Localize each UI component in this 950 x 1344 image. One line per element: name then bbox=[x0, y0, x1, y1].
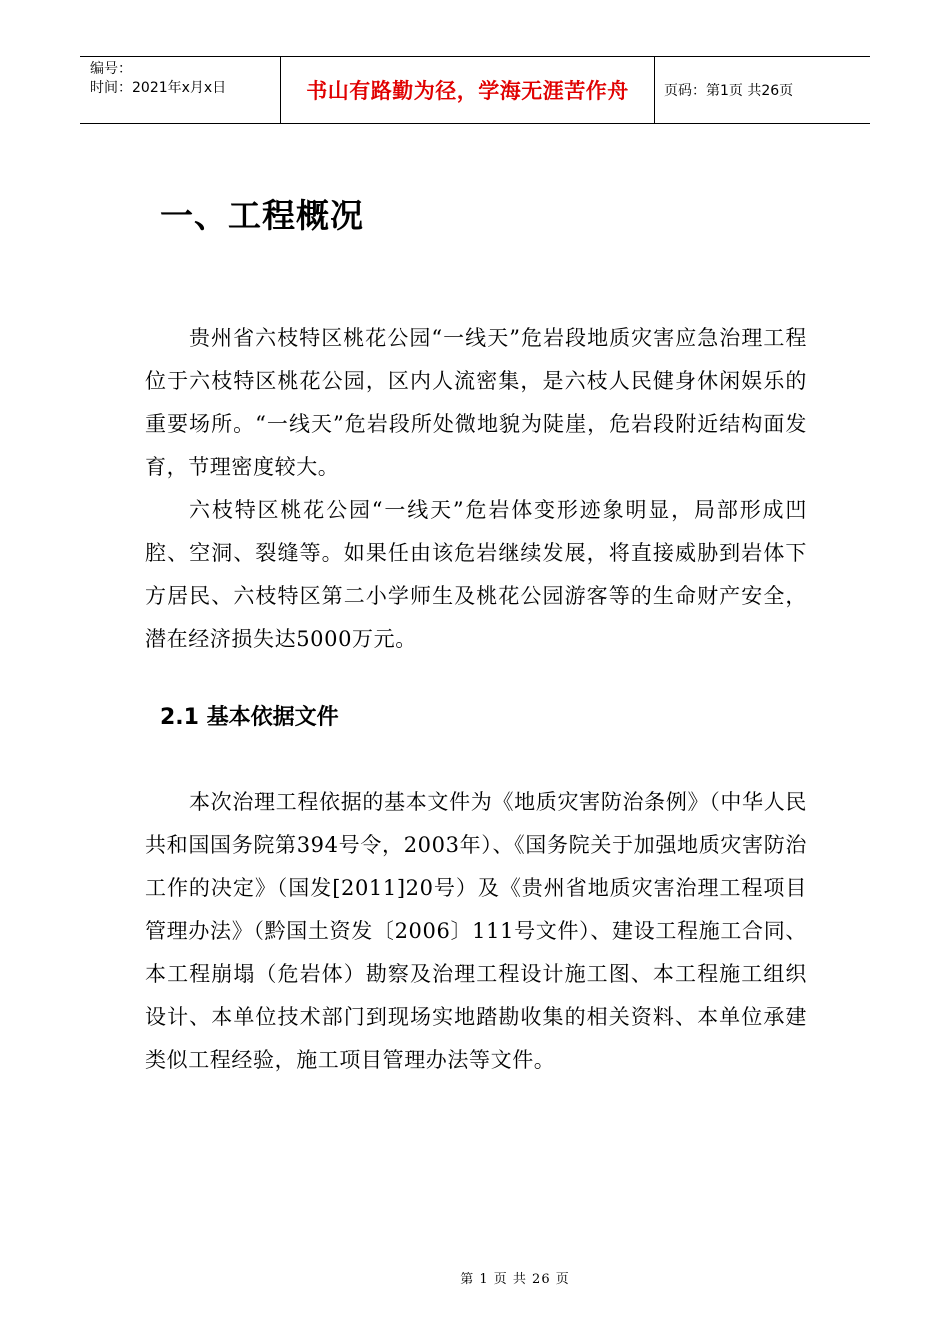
page-footer: 第 1 页 共 26 页 bbox=[460, 1272, 570, 1287]
header-motto: 书山有路勤为径，学海无涯苦作舟 bbox=[281, 57, 655, 123]
number-label: 编号： bbox=[90, 61, 132, 77]
paragraph-2: 六枝特区桃花公园“一线天”危岩体变形迹象明显，局部形成凹腔、空洞、裂缝等。如果任由该危岩继续发展，将直接威胁到岩体下方居民、六枝特区第二小学师生及桃花公园游客等的生命财产安全，潜在经济损失达5000万元。 bbox=[145, 498, 807, 651]
time-label: 时间：2021年x月x日 bbox=[90, 80, 227, 96]
subsection-paragraph: 本次治理工程依据的基本文件为《地质灾害防治条例》（中华人民共和国国务院第394号令，2003年）、《国务院关于加强地质灾害防治工作的决定》（国发[2011]20号）及《贵州省地质灾害治理工程项目管理办法》（黔国土资发〔2006〕111号文件）、建设工程施工合同、本工程崩塌（危岩体）勘察及治理工程设计施工图、本工程施工组织设计、本单位技术部门到现场实地踏勘收集的相关资料、本单位承建类似工程经验，施工项目管理办法等文件。 bbox=[145, 790, 807, 1072]
header-meta bbox=[80, 57, 281, 123]
header-page-info: 页码：第1页 共26页 bbox=[664, 83, 794, 99]
subsection-title: 2.1 基本依据文件 bbox=[160, 705, 339, 730]
document-header bbox=[80, 56, 870, 124]
paragraph-1: 贵州省六枝特区桃花公园“一线天”危岩段地质灾害应急治理工程位于六枝特区桃花公园，区内人流密集，是六枝人民健身休闲娱乐的重要场所。“一线天”危岩段所处微地貌为陡崖，危岩段附近结构面发育，节理密度较大。 bbox=[145, 326, 807, 479]
section-title: 一、工程概况 bbox=[160, 196, 364, 235]
